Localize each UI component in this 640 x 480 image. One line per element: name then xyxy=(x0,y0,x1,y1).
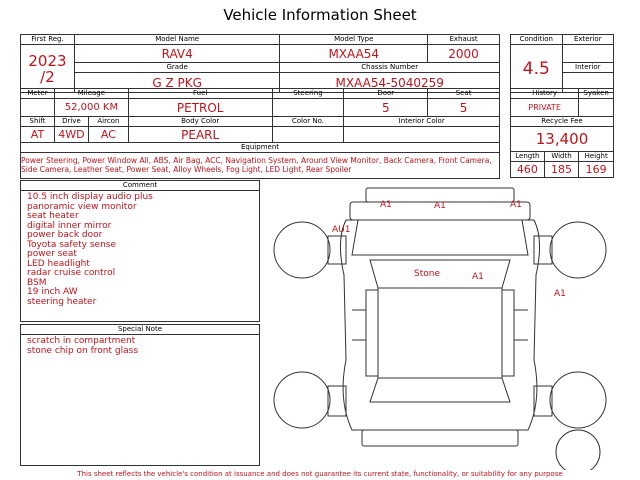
shift-label: Shift xyxy=(21,117,55,127)
vehicle-main-table xyxy=(20,34,500,93)
first-reg-value xyxy=(21,45,75,93)
damage-mark-right-side: A1 xyxy=(554,289,566,299)
exterior-value xyxy=(562,45,613,63)
rear-bumper xyxy=(362,430,518,446)
interior-color-value xyxy=(344,127,500,143)
condition-label: Condition xyxy=(511,35,563,45)
wheel-front-left xyxy=(274,222,330,278)
aircon-value: AC xyxy=(88,127,128,143)
recycle-fee-value: 13,400 xyxy=(511,127,614,152)
exhaust-label: Exhaust xyxy=(428,35,500,45)
history-table xyxy=(510,88,614,178)
history-value: PRIVATE xyxy=(511,99,579,117)
equipment-label: Equipment xyxy=(21,143,500,153)
damage-mark-windshield: A1 xyxy=(472,272,484,282)
grade-label: Grade xyxy=(74,63,279,73)
mileage-label: Mileage xyxy=(54,89,128,99)
width-value: 185 xyxy=(544,162,579,178)
model-name-label: Model Name xyxy=(74,35,279,45)
right-fender xyxy=(534,236,552,264)
left-fender xyxy=(328,236,346,264)
right-window xyxy=(502,290,514,376)
sheet-title: Vehicle Information Sheet xyxy=(223,6,417,24)
vehicle-details-table xyxy=(20,88,500,179)
car-outline xyxy=(274,188,606,470)
exterior-label: Exterior xyxy=(562,35,613,45)
comment-item: seat heater xyxy=(27,211,79,221)
condition-value: 4.5 xyxy=(511,45,563,93)
comment-item: power seat xyxy=(27,249,77,259)
special-note-label: Special Note xyxy=(21,325,259,335)
body-outline xyxy=(340,220,539,430)
length-value: 460 xyxy=(511,162,545,178)
damage-marks xyxy=(332,200,566,299)
wheel-rear-right xyxy=(550,372,606,428)
height-value: 169 xyxy=(579,162,614,178)
special-note-item: stone chip on front glass xyxy=(27,345,139,356)
roof xyxy=(378,288,502,378)
hood xyxy=(352,220,528,255)
windshield xyxy=(370,260,510,288)
body-color-label: Body Color xyxy=(128,117,272,127)
drive-label: Drive xyxy=(54,117,88,127)
model-type-label: Model Type xyxy=(280,35,428,45)
first-reg-year: 2023 xyxy=(28,51,67,70)
first-reg-label: First Reg. xyxy=(21,35,75,45)
comment-item: power back door xyxy=(27,230,103,240)
condition-table xyxy=(510,34,614,93)
seat-label: Seat xyxy=(428,89,500,99)
wheel-rear-left xyxy=(274,372,330,428)
color-no-value xyxy=(272,127,344,143)
history-label: History xyxy=(511,89,579,99)
damage-mark-front-right: A1 xyxy=(510,200,522,210)
model-type-value: MXAA54 xyxy=(280,45,428,63)
drive-value: 4WD xyxy=(54,127,88,143)
exhaust-value: 2000 xyxy=(428,45,500,63)
damage-mark-front-center: A1 xyxy=(434,201,446,211)
wheel-front-right xyxy=(550,222,606,278)
meter-value xyxy=(21,99,55,117)
interior-label: Interior xyxy=(562,63,613,73)
color-no-label: Color No. xyxy=(272,117,344,127)
meter-label: Meter xyxy=(21,89,55,99)
seat-value: 5 xyxy=(428,99,500,117)
comment-label: Comment xyxy=(21,181,259,191)
fuel-value: PETROL xyxy=(128,99,272,117)
equipment-value: Power Steering, Power Window All, ABS, Air Bag, ACC, Navigation System, Around View Monitor, Back Camera, Front Camera, Side Camera, Leather Seat, Power Seat, Alloy Wheels, Fog Light, LED Light, Rear Spoiler xyxy=(21,153,500,179)
comment-item: Toyota safety sense xyxy=(27,239,116,250)
rear-window xyxy=(370,378,510,402)
syaken-value xyxy=(579,99,614,117)
door-value: 5 xyxy=(344,99,428,117)
body-color-value: PEARL xyxy=(128,127,272,143)
door-label: Door xyxy=(344,89,428,99)
height-label: Height xyxy=(579,152,614,162)
interior-color-label: Interior Color xyxy=(344,117,500,127)
comment-item: radar cruise control xyxy=(27,268,116,278)
first-reg-month: /2 xyxy=(40,67,55,86)
damage-mark-front-left: A1 xyxy=(380,200,392,210)
aircon-label: Aircon xyxy=(88,117,128,127)
chassis-label: Chassis Number xyxy=(280,63,500,73)
comment-item: LED headlight xyxy=(27,258,90,269)
comment-item: steering heater xyxy=(27,296,97,307)
special-note-list xyxy=(21,335,259,358)
comment-item: 10.5 inch display audio plus xyxy=(27,192,153,202)
grade-value: G Z PKG xyxy=(74,73,279,93)
comment-box xyxy=(20,180,260,322)
chassis-value: MXAA54-5040259 xyxy=(280,73,500,93)
syaken-label: Syaken xyxy=(579,89,614,99)
damage-mark-left-fender: AU1 xyxy=(332,225,351,235)
disclaimer-footer: This sheet reflects the vehicle's condition at issuance and does not guarantee its current state, functionality, or suitability for any purpose xyxy=(77,470,563,478)
steering-value xyxy=(272,99,344,117)
comment-item: BSM xyxy=(27,277,47,288)
mileage-value: 52,000 KM xyxy=(54,99,128,117)
car-damage-diagram xyxy=(266,180,620,470)
comment-item: 19 inch AW xyxy=(27,287,78,297)
left-window xyxy=(366,290,378,376)
special-note-item: scratch in compartment xyxy=(27,336,136,346)
damage-mark-windshield-stone: Stone xyxy=(414,269,440,279)
model-name-value: RAV4 xyxy=(74,45,279,63)
comment-item: panoramic view monitor xyxy=(27,201,137,212)
shift-value: AT xyxy=(21,127,55,143)
special-note-box xyxy=(20,324,260,466)
length-label: Length xyxy=(511,152,545,162)
fuel-label: Fuel xyxy=(128,89,272,99)
width-label: Width xyxy=(544,152,579,162)
comment-list xyxy=(21,191,259,309)
recycle-fee-label: Recycle Fee xyxy=(511,117,614,127)
steering-label: Steering xyxy=(272,89,344,99)
comment-item: digital inner mirror xyxy=(27,220,112,231)
spare-wheel xyxy=(556,430,600,470)
